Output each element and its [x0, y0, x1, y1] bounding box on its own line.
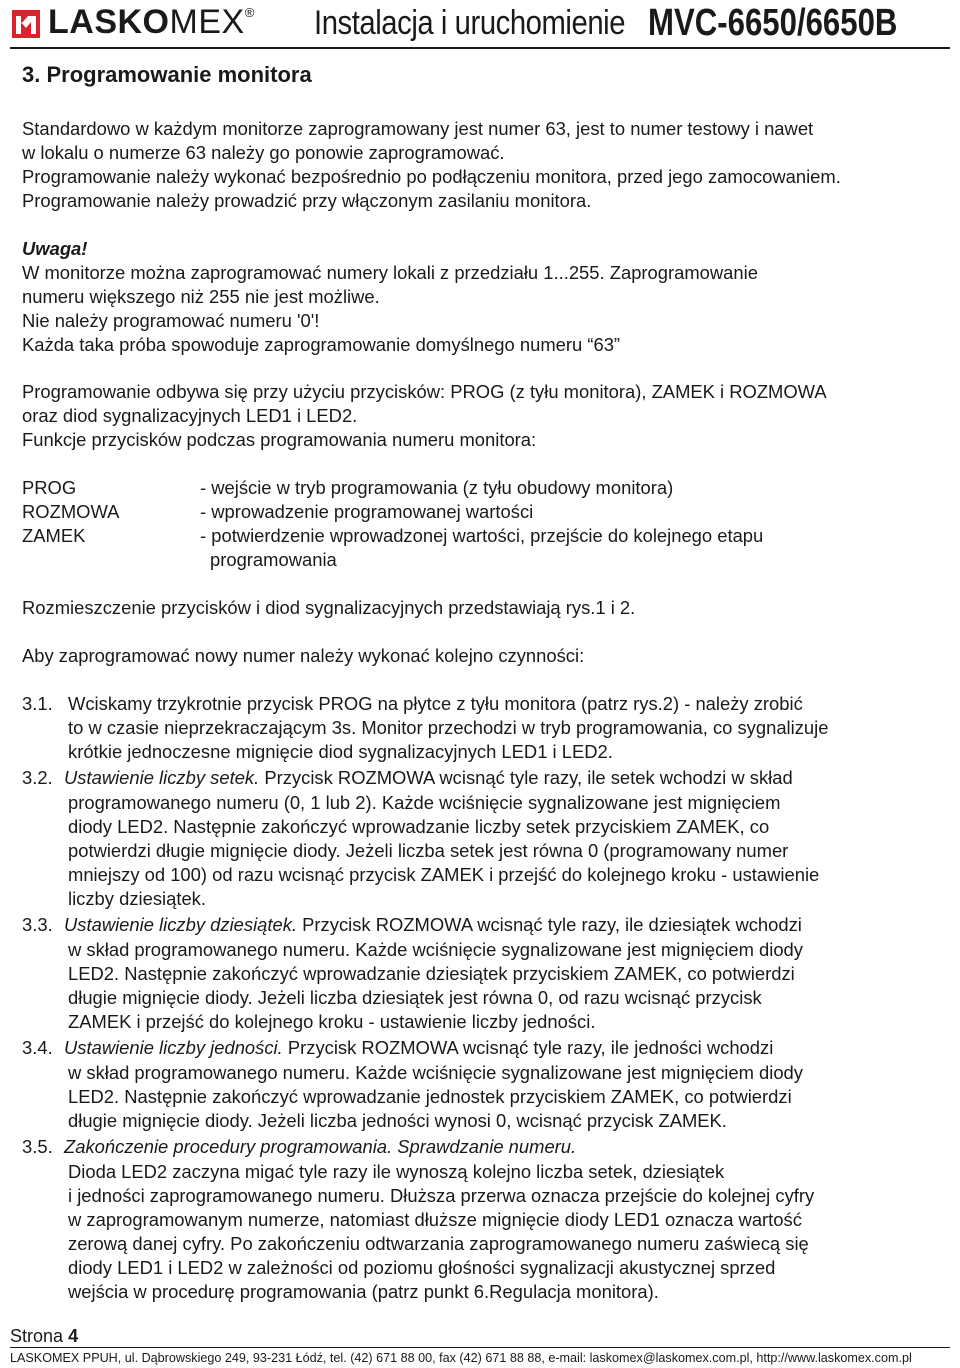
- step-line: mniejszy od 100) od razu wcisnąć przycisk ZAMEK i przejść do kolejnego kroku - ustawienie: [68, 864, 820, 885]
- buttons-intro-line: Funkcje przycisków podczas programowania numeru monitora:: [22, 429, 537, 450]
- step-first-line: [64, 766, 793, 789]
- layout-reference: Rozmieszczenie przycisków i diod sygnalizacyjnych przedstawiają rys.1 i 2.: [22, 597, 636, 618]
- step-first-rest: Przycisk ROZMOWA wcisnąć tyle razy, ile dziesiątek wchodzi: [297, 914, 802, 935]
- step-heading: Ustawienie liczby jedności.: [64, 1037, 283, 1058]
- step-first-rest: Przycisk ROZMOWA wcisnąć tyle razy, ile setek wchodzi w skład: [259, 767, 793, 788]
- step-line: w zaprogramowanym numerze, natomiast dłuższe mignięcie diody LED1 oznacza wartość: [68, 1209, 802, 1230]
- steps-intro: Aby zaprogramować nowy numer należy wykonać kolejno czynności:: [22, 645, 585, 666]
- intro-line: Standardowo w każdym monitorze zaprogramowany jest numer 63, jest to numer testowy i nawet: [22, 118, 814, 139]
- page-label: Strona: [10, 1326, 64, 1346]
- step-line: krótkie jednoczesne mignięcie diod sygnalizacyjnych LED1 i LED2.: [68, 741, 613, 762]
- button-name-prog: PROG: [22, 477, 77, 498]
- step-heading: Zakończenie procedury programowania. Sprawdzanie numeru.: [64, 1136, 577, 1157]
- brand-tail: MEX: [169, 3, 245, 41]
- footer-divider: [10, 1347, 950, 1348]
- step-line: w skład programowanego numeru. Każde wciśnięcie sygnalizowane jest mignięciem diody: [68, 939, 803, 960]
- step-line: LED2. Następnie zakończyć wprowadzanie dziesiątek przyciskiem ZAMEK, co potwierdzi: [68, 963, 795, 984]
- model-number: MVC-6650/6650B: [648, 2, 898, 44]
- step-number: 3.3.: [22, 914, 53, 935]
- header-divider: [10, 47, 950, 49]
- intro-line: Programowanie należy prowadzić przy włączonym zasilaniu monitora.: [22, 190, 592, 211]
- laskomex-logo-icon: [12, 10, 40, 38]
- step-line: długie mignięcie diody. Jeżeli liczba dziesiątek jest równa 0, od razu wcisnąć przycisk: [68, 987, 762, 1008]
- step-number: 3.1.: [22, 693, 53, 714]
- brand-main: LASKO: [48, 3, 170, 41]
- step-line: to w czasie nieprzekraczającym 3s. Monitor przechodzi w tryb programowania, co sygnalizuje: [68, 717, 829, 738]
- warning-line: Każda taka próba spowoduje zaprogramowanie domyślnego numeru “63”: [22, 334, 621, 355]
- step-line: programowanego numeru (0, 1 lub 2). Każde wciśnięcie sygnalizowane jest mignięciem: [68, 792, 781, 813]
- step-line: długie mignięcie diody. Jeżeli liczba jedności wynosi 0, wcisnąć przycisk ZAMEK.: [68, 1110, 727, 1131]
- button-desc-zamek: - potwierdzenie wprowadzonej wartości, przejście do kolejnego etapu: [200, 525, 764, 546]
- warning-line: numeru większego niż 255 nie jest możliwe.: [22, 286, 380, 307]
- button-desc-rozmowa: - wprowadzenie programowanej wartości: [200, 501, 534, 522]
- buttons-intro-line: oraz diod sygnalizacyjnych LED1 i LED2.: [22, 405, 358, 426]
- page-number: [10, 1326, 78, 1347]
- step-number: 3.2.: [22, 767, 53, 788]
- step-first-line: [64, 1036, 773, 1059]
- step-heading: Ustawienie liczby setek.: [64, 767, 260, 788]
- button-name-zamek: ZAMEK: [22, 525, 86, 546]
- step-first-rest: Przycisk ROZMOWA wcisnąć tyle razy, ile jedności wchodzi: [282, 1037, 774, 1058]
- warning-label: Uwaga!: [22, 238, 88, 259]
- buttons-intro-line: Programowanie odbywa się przy użyciu przycisków: PROG (z tyłu monitora), ZAMEK i ROZMOWA: [22, 381, 827, 402]
- brand-name: [48, 3, 255, 42]
- button-desc-prog: - wejście w tryb programowania (z tyłu obudowy monitora): [200, 477, 674, 498]
- document-title: Instalacja i uruchomienie: [314, 4, 626, 42]
- warning-line: Nie należy programować numeru '0'!: [22, 310, 320, 331]
- step-heading: Ustawienie liczby dziesiątek.: [64, 914, 298, 935]
- step-line: liczby dziesiątek.: [68, 888, 206, 909]
- button-desc-continuation: programowania: [210, 549, 337, 570]
- step-line: Wciskamy trzykrotnie przycisk PROG na płytce z tyłu monitora (patrz rys.2) - należy zrobić: [68, 693, 803, 714]
- step-line: potwierdzi długie mignięcie diody. Jeżeli liczba setek jest równa 0 (programowany numer: [68, 840, 789, 861]
- step-line: zerową danej cyfry. Po zakończeniu odtwarzania zaprogramowanego numeru zaświecą się: [68, 1233, 809, 1254]
- step-line: wejścia w procedurę programowania (patrz punkt 6.Regulacja monitora).: [68, 1281, 659, 1302]
- step-line: diody LED2. Następnie zakończyć wprowadzanie liczby setek przyciskiem ZAMEK, co: [68, 816, 770, 837]
- step-first-line: [64, 913, 802, 936]
- registered-mark: ®: [244, 5, 255, 20]
- step-number: 3.5.: [22, 1136, 53, 1157]
- step-number: 3.4.: [22, 1037, 53, 1058]
- button-name-rozmowa: ROZMOWA: [22, 501, 120, 522]
- intro-line: Programowanie należy wykonać bezpośrednio po podłączeniu monitora, przed jego zamocowaniem.: [22, 166, 841, 187]
- step-line: diody LED1 i LED2 w zależności od poziomu głośności sygnalizacji akustycznej sprzed: [68, 1257, 776, 1278]
- step-line: i jedności zaprogramowanego numeru. Dłuższa przerwa oznacza przejście do kolejnej cyfry: [68, 1185, 815, 1206]
- page-number-value: 4: [68, 1326, 79, 1346]
- step-line: w skład programowanego numeru. Każde wciśnięcie sygnalizowane jest mignięciem diody: [68, 1062, 803, 1083]
- warning-line: W monitorze można zaprogramować numery lokali z przedziału 1...255. Zaprogramowanie: [22, 262, 758, 283]
- step-line: ZAMEK i przejść do kolejnego kroku - ustawienie liczby jedności.: [68, 1011, 596, 1032]
- step-line: Dioda LED2 zaczyna migać tyle razy ile wynoszą kolejno liczba setek, dziesiątek: [68, 1161, 725, 1182]
- footer-address: LASKOMEX PPUH, ul. Dąbrowskiego 249, 93-231 Łódź, tel. (42) 671 88 00, fax (42) 671 88 88, e-mail: laskomex@laskomex.com.pl, http://www.laskomex.com.pl: [10, 1351, 912, 1365]
- step-line: LED2. Następnie zakończyć wprowadzanie jednostek przyciskiem ZAMEK, co potwierdzi: [68, 1086, 792, 1107]
- section-title: 3. Programowanie monitora: [22, 62, 312, 87]
- intro-line: w lokalu o numerze 63 należy go ponowie zaprogramować.: [22, 142, 505, 163]
